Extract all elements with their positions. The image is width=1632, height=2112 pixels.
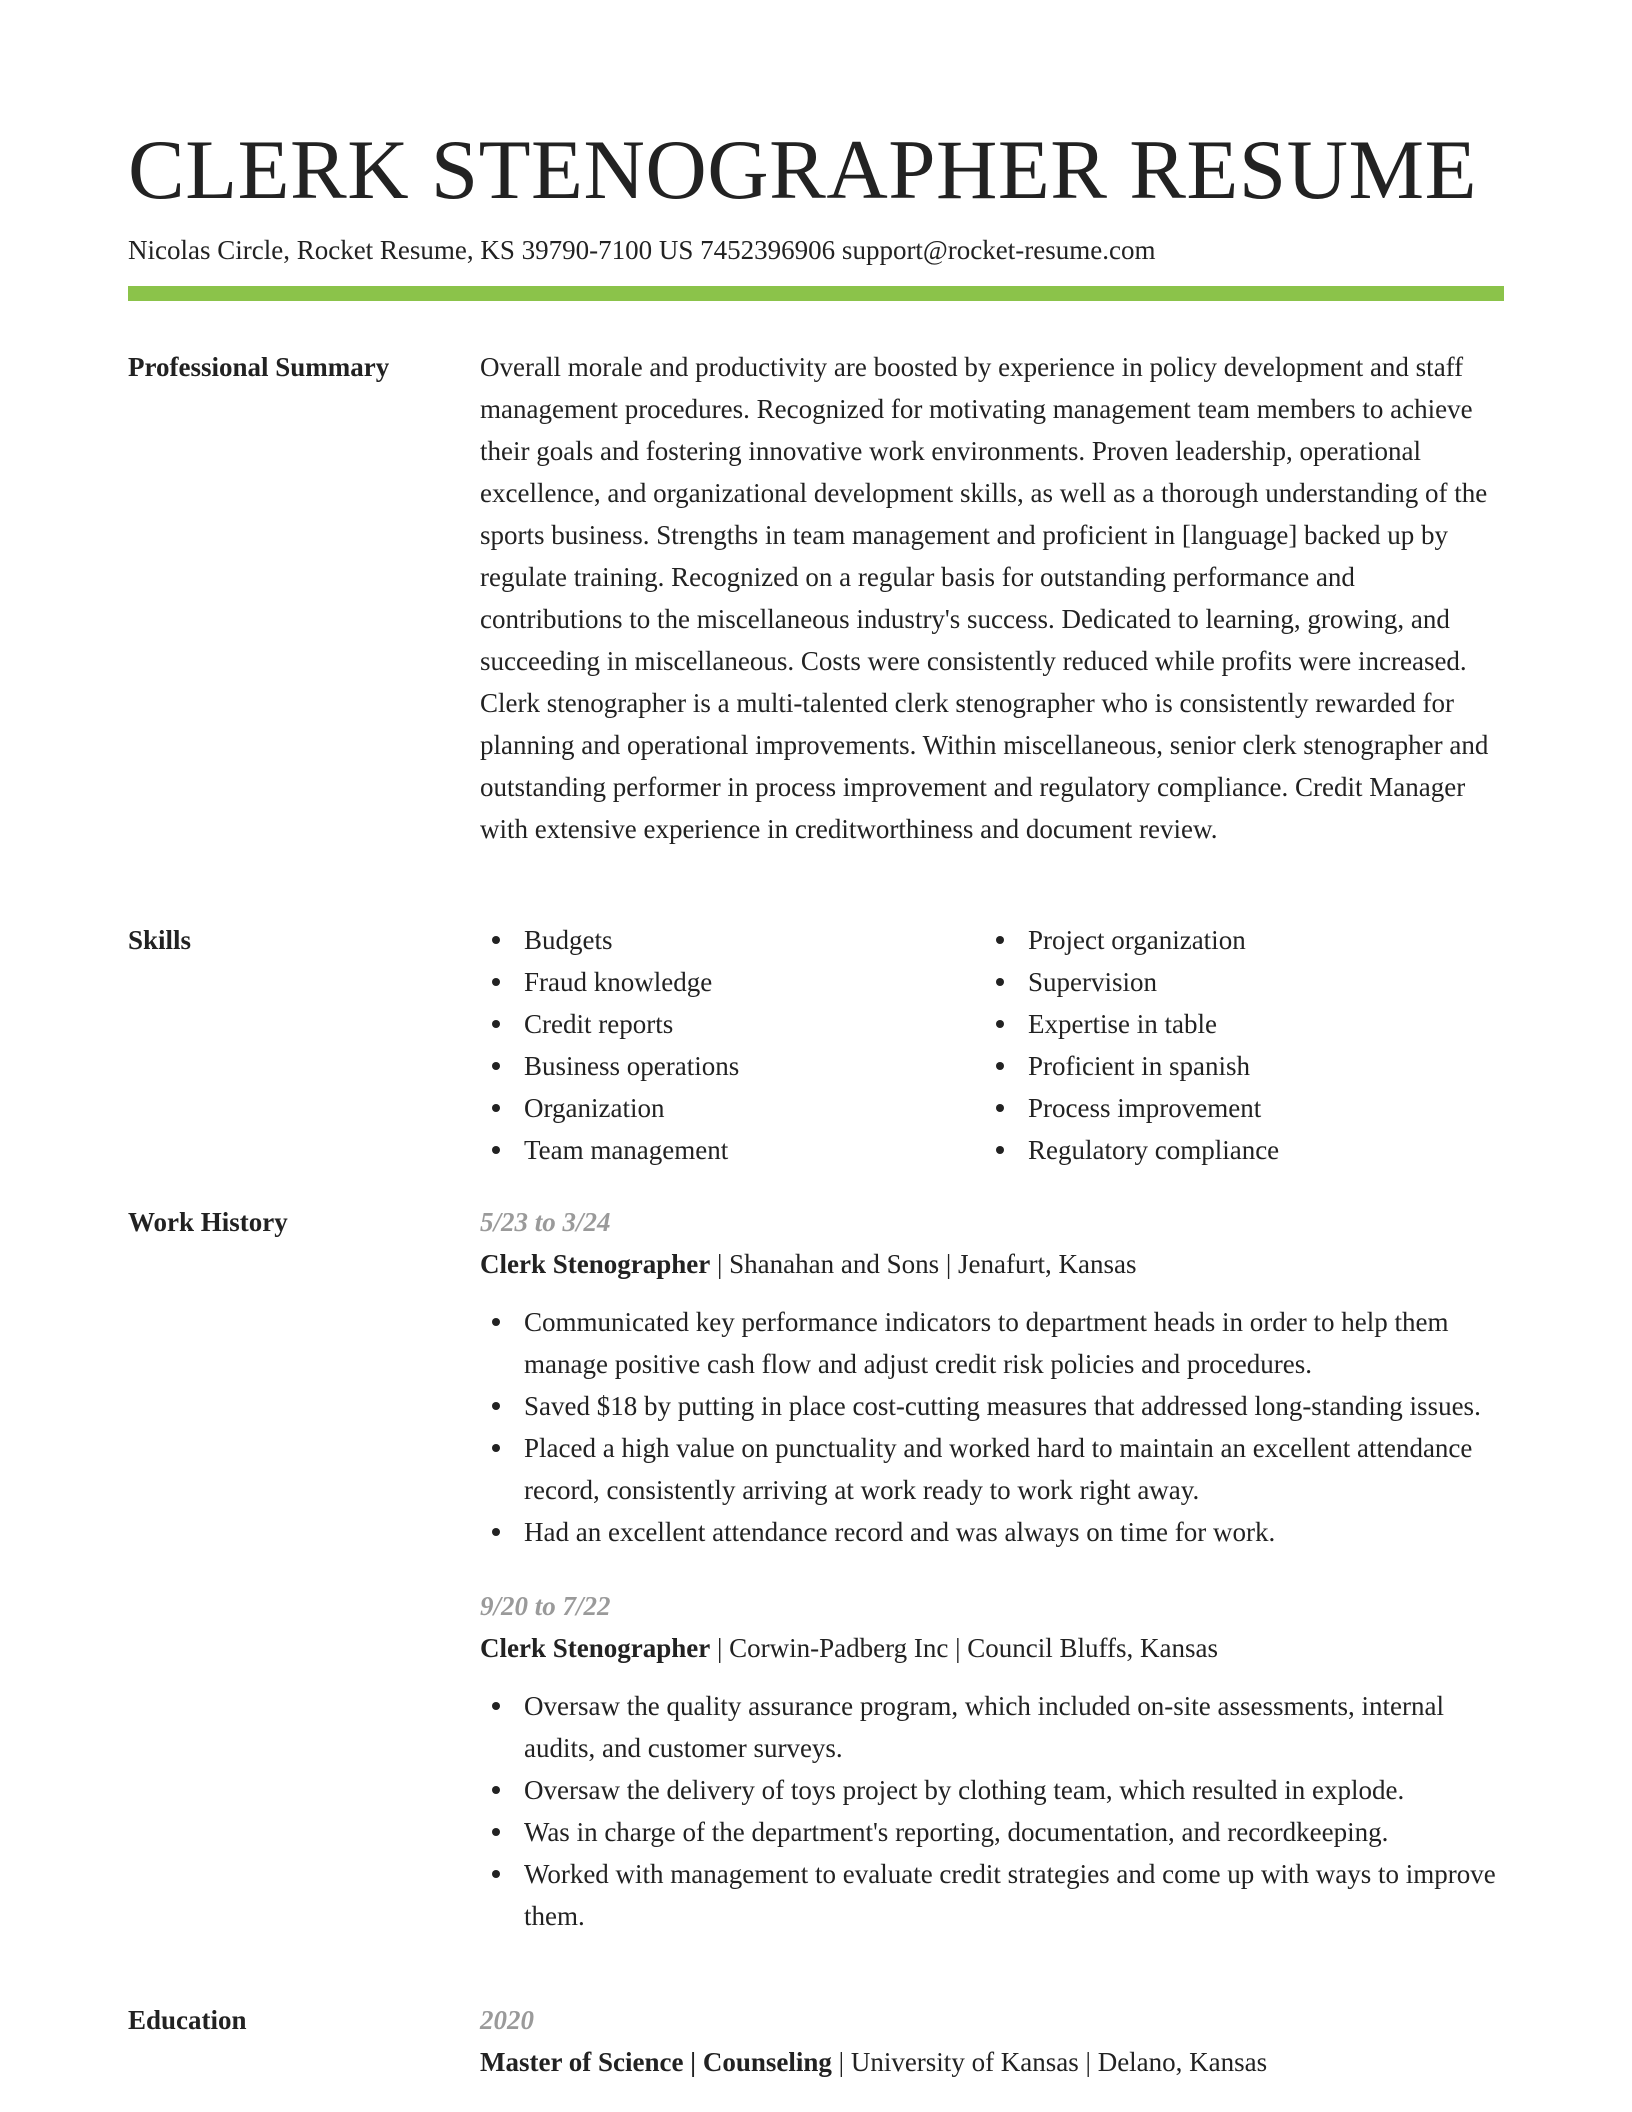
job-bullet: Oversaw the delivery of toys project by clothing team, which resulted in explode. (480, 1769, 1504, 1811)
education-year: 2020 (480, 2005, 534, 2035)
skill-item: Team management (480, 1129, 984, 1171)
summary-label: Professional Summary (128, 352, 390, 382)
work-history-label: Work History (128, 1207, 288, 1237)
skill-item: Fraud knowledge (480, 961, 984, 1003)
job-bullet: Saved $18 by putting in place cost-cutting measures that addressed long-standing issues. (480, 1385, 1504, 1427)
work-history-body (480, 1201, 1504, 1969)
job-bullets (480, 1301, 1504, 1553)
job-bullet: Oversaw the quality assurance program, which included on-site assessments, internal audits, and customer surveys. (480, 1685, 1504, 1769)
skills-label: Skills (128, 925, 192, 955)
summary-text: Overall morale and productivity are boosted by experience in policy development and staff management procedures. Recognized for motivating management team members to achieve their goals and fostering innovative work environments. Proven leadership, operational excellence, and organizational development skills, as well as a thorough understanding of the sports business. Strengths in team management and proficient in [language] backed up by regulate training. Recognized on a regular basis for outstanding performance and contributions to the miscellaneous industry's success. Dedicated to learning, growing, and succeeding in miscellaneous. Costs were consistently reduced while profits were increased. Clerk stenographer is a multi-talented clerk stenographer who is consistently rewarded for planning and operational improvements. Within miscellaneous, senior clerk stenographer and outstanding performer in process improvement and regulatory compliance. Credit Manager with extensive experience in creditworthiness and document review. (480, 352, 1489, 844)
skill-item: Process improvement (984, 1087, 1488, 1129)
job-dates: 9/20 to 7/22 (480, 1591, 611, 1621)
skill-item: Organization (480, 1087, 984, 1129)
job-bullet: Communicated key performance indicators to department heads in order to help them manage positive cash flow and adjust credit risk policies and procedures. (480, 1301, 1504, 1385)
job-details: | Shanahan and Sons | Jenafurt, Kansas (710, 1249, 1137, 1279)
education-label: Education (128, 2005, 247, 2035)
resume-title: CLERK STENOGRAPHER RESUME (128, 123, 1478, 217)
skill-item: Credit reports (480, 1003, 984, 1045)
job-bullets (480, 1685, 1504, 1937)
skills-list-left (480, 919, 984, 1171)
skills-body (480, 919, 1504, 1171)
skill-item: Business operations (480, 1045, 984, 1087)
skill-item: Proficient in spanish (984, 1045, 1488, 1087)
skills-list-right (984, 919, 1488, 1171)
education-degree: Master of Science | Counseling (480, 2047, 832, 2077)
education-body (480, 1999, 1504, 2083)
job-title: Clerk Stenographer (480, 1633, 711, 1663)
job-bullet: Was in charge of the department's reporting, documentation, and recordkeeping. (480, 1811, 1504, 1853)
job-title: Clerk Stenographer (480, 1249, 711, 1279)
header-accent-rule (128, 286, 1504, 301)
job-heading (480, 1243, 1504, 1285)
contact-line: Nicolas Circle, Rocket Resume, KS 39790-7100 US 7452396906 support@rocket-resume.com (128, 235, 1156, 265)
job-heading (480, 1627, 1504, 1669)
skill-item: Budgets (480, 919, 984, 961)
job-details: | Corwin-Padberg Inc | Council Bluffs, Kansas (710, 1633, 1218, 1663)
education-heading (480, 2041, 1504, 2083)
job-bullet: Had an excellent attendance record and was always on time for work. (480, 1511, 1504, 1553)
job-bullet: Placed a high value on punctuality and worked hard to maintain an excellent attendance record, consistently arriving at work ready to work right away. (480, 1427, 1504, 1511)
skill-item: Expertise in table (984, 1003, 1488, 1045)
skill-item: Regulatory compliance (984, 1129, 1488, 1171)
job-dates: 5/23 to 3/24 (480, 1207, 611, 1237)
job-entry (480, 1585, 1504, 1937)
skill-item: Supervision (984, 961, 1488, 1003)
skill-item: Project organization (984, 919, 1488, 961)
job-bullet: Worked with management to evaluate credit strategies and come up with ways to improve them. (480, 1853, 1504, 1937)
job-entry (480, 1201, 1504, 1553)
education-details: | University of Kansas | Delano, Kansas (831, 2047, 1268, 2077)
